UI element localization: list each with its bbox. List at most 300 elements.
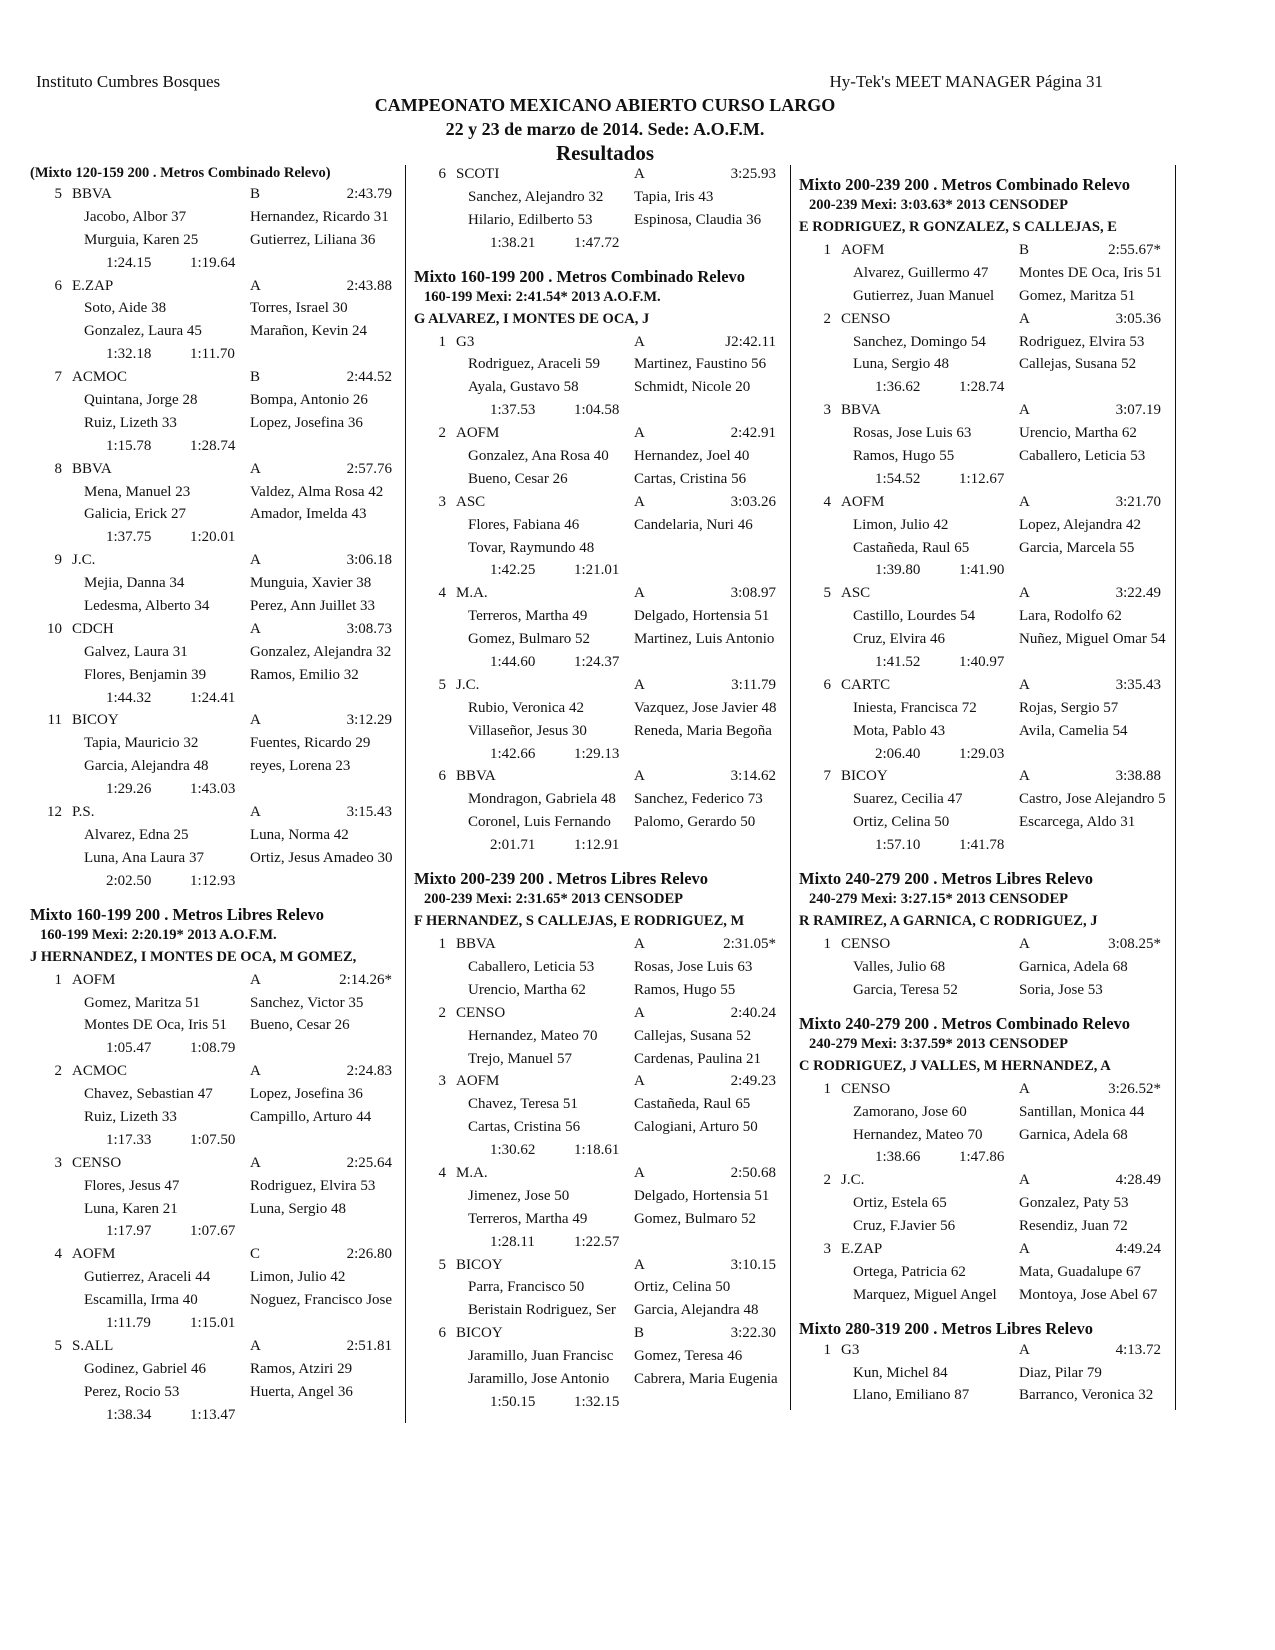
record-holders: J HERNANDEZ, I MONTES DE OCA, M GOMEZ, [30,948,357,965]
swimmer-name: Sanchez, Alejandro 32 [468,188,604,205]
section-title: Resultados [555,141,655,165]
swimmer-name: Ortiz, Celina 50 [634,1279,731,1296]
column-divider [405,165,406,1423]
swimmers-row [799,1215,1174,1238]
swimmer-name: Bueno, Cesar 26 [250,1017,350,1034]
swimmer-name: Munguia, Xavier 38 [250,575,372,592]
record-holders: G ALVAREZ, I MONTES DE OCA, J [414,310,650,327]
place: 2 [54,1063,62,1080]
swimmer-name: Galicia, Erick 27 [84,506,187,523]
result-row [30,1243,405,1266]
team-name: BBVA [841,402,881,419]
swimmer-name: Gutierrez, Araceli 44 [84,1269,211,1286]
swimmer-name: Iniesta, Francisca 72 [853,699,977,716]
swimmers-row [30,206,405,229]
split-time: 1:30.62 [490,1142,536,1159]
swimmers-row [30,824,405,847]
relay-letter: A [634,493,645,510]
swimmers-row [799,1124,1174,1147]
swimmer-name: Gonzalez, Alejandra 32 [250,643,392,660]
splits-row [414,559,789,582]
result-row [30,1335,405,1358]
record-holders: E RODRIGUEZ, R GONZALEZ, S CALLEJAS, E [799,219,1117,235]
splits-row [799,743,1174,766]
swimmer-name: Diaz, Pilar 79 [1019,1364,1102,1381]
swimmers-row [414,979,789,1002]
result-row [30,458,405,481]
meet-subtitle: 22 y 23 de marzo de 2014. Sede: A.O.F.M. [445,119,765,139]
swimmers-row [799,628,1174,651]
place: 5 [823,585,831,602]
place: 6 [438,166,446,182]
final-time: 3:25.93 [730,166,776,182]
swimmer-name: Ruiz, Lizeth 33 [84,414,177,431]
swimmers-row [799,445,1174,468]
swimmer-name: Garcia, Alejandra 48 [634,1302,759,1319]
final-time: 3:08.25* [1108,936,1161,953]
swimmers-row [30,412,405,435]
team-name: M.A. [456,585,488,602]
team-name: P.S. [72,804,95,821]
split-time: 1:38.66 [875,1149,921,1166]
relay-letter: A [634,585,645,602]
swimmer-name: Ayala, Gustavo 58 [468,379,579,396]
swimmers-row [30,389,405,412]
result-row [414,163,789,186]
place: 5 [438,676,446,693]
result-row [799,674,1174,697]
swimmer-name: Flores, Benjamin 39 [84,666,207,683]
swimmer-name: Lopez, Josefina 36 [250,1086,363,1103]
split-time: 1:38.21 [490,234,536,251]
split-time: 1:11.70 [190,346,235,363]
record-holders: F HERNANDEZ, S CALLEJAS, E RODRIGUEZ, M [414,913,745,930]
swimmer-name: Montes DE Oca, Iris 51 [1019,264,1162,281]
swimmer-name: Espinosa, Claudia 36 [634,211,762,228]
relay-letter: A [634,768,645,785]
split-time: 1:04.58 [574,402,620,419]
relay-letter: A [1019,936,1030,953]
swimmer-name: Bueno, Cesar 26 [468,470,568,487]
result-row [30,1060,405,1083]
swimmer-name: Kun, Michel 84 [853,1364,948,1381]
final-time: 2:43.88 [346,277,392,294]
relay-letter: A [1019,493,1030,510]
final-time: 3:22.49 [1115,585,1161,602]
split-time: 1:15.78 [106,437,152,454]
swimmer-name: Cartas, Cristina 56 [468,1119,581,1136]
swimmer-name: Bompa, Antonio 26 [250,392,368,409]
final-time: 3:11.79 [731,676,776,693]
place: 2 [438,1004,446,1021]
swimmer-name: Sanchez, Victor 35 [250,994,364,1011]
relay-letter: A [634,1073,645,1090]
result-row [414,1162,789,1185]
split-time: 1:47.72 [574,234,620,251]
swimmer-name: Santillan, Monica 44 [1019,1103,1145,1120]
split-time: 1:20.01 [190,529,236,546]
swimmers-row [799,788,1174,811]
final-time: 3:38.88 [1115,768,1161,785]
swimmers-row [30,1175,405,1198]
swimmer-name: Montoya, Jose Abel 67 [1019,1286,1158,1303]
split-time: 1:12.93 [190,872,236,889]
swimmers-row [799,422,1174,445]
swimmer-name: Valles, Julio 68 [853,958,946,975]
team-name: CENSO [456,1004,506,1021]
swimmer-name: Escarcega, Aldo 31 [1019,814,1136,831]
swimmers-row [799,956,1174,979]
swimmer-name: Amador, Imelda 43 [250,506,367,523]
result-row [799,308,1174,331]
result-row [414,422,789,445]
relay-letter: A [250,620,261,637]
result-row [799,399,1174,422]
result-row [799,1339,1174,1362]
swimmers-row [30,1083,405,1106]
relay-letter: A [634,1256,645,1273]
swimmer-name: Garnica, Adela 68 [1019,958,1128,975]
final-time: 2:24.83 [346,1063,392,1080]
swimmers-row [30,992,405,1015]
swimmer-name: Cruz, F.Javier 56 [853,1218,956,1235]
swimmers-row [30,1266,405,1289]
swimmers-row [799,514,1174,537]
swimmers-row [799,1192,1174,1215]
swimmers-row [30,503,405,526]
final-time: 3:14.62 [730,768,776,785]
split-time: 1:39.80 [875,562,921,579]
swimmer-name: Hernandez, Mateo 70 [853,1126,983,1143]
place: 1 [54,971,62,988]
swimmer-name: Galvez, Laura 31 [84,643,188,660]
split-time: 2:01.71 [490,837,536,854]
split-time: 1:24.15 [106,254,152,271]
swimmers-row [414,209,789,232]
final-time: 3:03.26 [730,493,776,510]
team-name: S.ALL [72,1337,114,1354]
result-row [799,239,1174,262]
splits-row [30,526,405,549]
swimmers-row [414,1093,789,1116]
swimmer-name: Palomo, Gerardo 50 [634,814,756,831]
swimmers-row [414,353,789,376]
result-row [414,1254,789,1277]
swimmer-name: Jacobo, Albor 37 [84,208,187,225]
swimmers-row [30,1358,405,1381]
relay-letter: A [250,804,261,821]
relay-letter: C [250,1246,261,1263]
relay-letter: A [1019,1172,1030,1189]
swimmer-name: Rojas, Sergio 57 [1019,699,1119,716]
swimmer-name: Urencio, Martha 62 [468,981,586,998]
swimmer-name: Rodriguez, Elvira 53 [1019,333,1145,350]
swimmer-name: Gomez, Teresa 46 [634,1348,743,1365]
swimmer-name: Zamorano, Jose 60 [853,1103,967,1120]
swimmer-name: Coronel, Luis Fernando [468,814,611,831]
swimmer-name: Marquez, Miguel Angel [853,1286,997,1303]
swimmer-name: Marañon, Kevin 24 [250,323,368,340]
event-title: Mixto 160-199 200 . Metros Combinado Relevo [414,266,746,286]
result-row [30,183,405,206]
final-time: 3:15.43 [346,804,392,821]
final-time: 4:13.72 [1115,1341,1161,1358]
split-time: 2:02.50 [106,872,152,889]
swimmer-name: Perez, Ann Juillet 33 [250,598,375,615]
splits-row [414,1231,789,1254]
place: 1 [823,1341,831,1358]
swimmer-name: Mota, Pablo 43 [853,722,946,739]
swimmer-name: Jimenez, Jose 50 [468,1187,570,1204]
swimmer-name: Delgado, Hortensia 51 [634,1187,770,1204]
relay-letter: A [634,425,645,442]
swimmer-name: Rubio, Veronica 42 [468,699,584,716]
split-time: 1:13.47 [190,1406,236,1423]
swimmers-row [799,1384,1174,1407]
swimmer-name: Ruiz, Lizeth 33 [84,1108,177,1125]
place: 3 [438,1073,446,1090]
team-name: CENSO [72,1154,122,1171]
team-name: BICOY [456,1325,503,1342]
split-time: 1:50.15 [490,1393,536,1410]
swimmers-row [414,537,789,560]
split-time: 1:05.47 [106,1040,152,1057]
splits-row [414,1391,789,1414]
event-record: 240-279 Mexi: 3:37.59* 2013 CENSODEP [809,1035,1068,1052]
organization-name: Instituto Cumbres Bosques [36,72,221,91]
swimmer-name: Tovar, Raymundo 48 [468,539,595,556]
results-column-2 [414,163,789,1414]
relay-letter: A [634,676,645,693]
swimmer-name: Caballero, Leticia 53 [1019,448,1146,465]
swimmer-name: Rosas, Jose Luis 63 [853,425,972,442]
result-row [414,491,789,514]
swimmer-name: Avila, Camelia 54 [1019,722,1128,739]
swimmer-name: Gonzalez, Paty 53 [1019,1195,1129,1212]
result-row [414,933,789,956]
swimmer-name: Ramos, Emilio 32 [250,666,359,683]
split-time: 1:24.37 [574,654,620,671]
place: 12 [47,804,62,821]
splits-row [799,834,1174,857]
swimmer-name: Luna, Sergio 48 [250,1200,346,1217]
swimmers-row [414,605,789,628]
swimmer-name: Cabrera, Maria Eugenia [634,1370,778,1387]
split-time: 1:28.74 [959,379,1005,396]
swimmer-name: Ramos, Hugo 55 [634,981,736,998]
result-row [30,1152,405,1175]
swimmers-row [30,847,405,870]
event-title: Mixto 240-279 200 . Metros Libres Relevo [799,869,1094,889]
team-name: J.C. [841,1172,865,1189]
relay-letter: B [250,186,261,202]
swimmer-name: Hilario, Edilberto 53 [468,211,593,228]
swimmers-row [799,1101,1174,1124]
final-time: 2:31.05* [723,936,776,953]
swimmer-name: Resendiz, Juan 72 [1019,1218,1128,1235]
swimmers-row [414,1345,789,1368]
team-name: AOFM [72,971,116,988]
splits-row [799,559,1174,582]
team-name: SCOTI [456,166,500,182]
split-time: 1:40.97 [959,654,1005,671]
team-name: CENSO [841,936,891,953]
swimmer-name: Soto, Aide 38 [84,300,167,317]
team-name: M.A. [456,1164,488,1181]
event-title: Mixto 200-239 200 . Metros Combinado Relevo [799,175,1131,194]
swimmer-name: Reneda, Maria Begoña [634,722,772,739]
swimmers-row [799,537,1174,560]
swimmers-row [30,1289,405,1312]
swimmer-name: Terreros, Martha 49 [468,1210,588,1227]
swimmers-row [30,1106,405,1129]
swimmer-name: Ortiz, Celina 50 [853,814,950,831]
splits-row [30,1220,405,1243]
swimmer-name: Alvarez, Guillermo 47 [853,264,989,281]
swimmer-name: Sanchez, Federico 73 [634,791,763,808]
splits-row [799,1146,1174,1169]
result-row [414,1070,789,1093]
place: 3 [54,1154,62,1171]
split-time: 1:32.18 [106,346,152,363]
result-row [414,765,789,788]
team-name: AOFM [841,493,885,510]
swimmers-row [30,1381,405,1404]
team-name: ASC [841,585,871,602]
swimmer-name: Chavez, Teresa 51 [468,1096,578,1113]
result-row [414,582,789,605]
swimmer-name: Callejas, Susana 52 [1019,356,1137,373]
swimmers-row [30,732,405,755]
swimmer-name: Alvarez, Edna 25 [84,826,189,843]
split-time: 1:37.75 [106,529,152,546]
split-time: 2:06.40 [875,745,921,762]
final-time: 2:49.23 [730,1073,776,1090]
split-time: 1:47.86 [959,1149,1005,1166]
split-time: 1:28.74 [190,437,236,454]
swimmers-row [30,1198,405,1221]
final-time: 3:08.97 [730,585,776,602]
swimmer-name: Barranco, Veronica 32 [1019,1387,1154,1404]
swimmers-row [414,1025,789,1048]
team-name: BBVA [456,936,496,953]
final-time: 2:25.64 [346,1154,392,1171]
swimmers-row [30,755,405,778]
final-time: 3:08.73 [346,620,392,637]
swimmers-row [414,514,789,537]
place: 6 [438,1325,446,1342]
swimmer-name: Luna, Sergio 48 [853,356,949,373]
final-time: 3:07.19 [1115,402,1161,419]
swimmer-name: Gomez, Maritza 51 [1019,287,1136,304]
place: 9 [54,552,62,569]
final-time: 3:22.30 [730,1325,776,1342]
place: 1 [438,936,446,953]
swimmers-row [414,697,789,720]
relay-letter: A [1019,676,1030,693]
splits-row [414,399,789,422]
swimmer-name: Luna, Karen 21 [84,1200,178,1217]
final-time: 4:49.24 [1115,1240,1161,1257]
swimmer-name: Caballero, Leticia 53 [468,958,595,975]
split-time: 1:07.50 [190,1131,236,1148]
splits-row [799,468,1174,491]
split-time: 1:29.03 [959,745,1005,762]
swimmers-row [799,979,1174,1002]
place: 6 [438,768,446,785]
swimmer-name: Cartas, Cristina 56 [634,470,747,487]
event-title: (Mixto 120-159 200 . Metros Combinado Relevo) [30,165,331,181]
team-name: BICOY [72,712,119,729]
swimmer-name: Flores, Fabiana 46 [468,516,580,533]
relay-letter: A [1019,768,1030,785]
relay-letter: A [1019,1080,1030,1097]
swimmer-name: Garnica, Adela 68 [1019,1126,1128,1143]
swimmers-row [30,297,405,320]
split-time: 1:19.64 [190,254,236,271]
split-time: 1:28.11 [490,1233,535,1250]
event-record: 160-199 Mexi: 2:41.54* 2013 A.O.F.M. [424,288,661,305]
swimmer-name: Huerta, Angel 36 [250,1383,353,1400]
swimmers-row [799,353,1174,376]
swimmer-name: Martinez, Luis Antonio [634,631,775,648]
relay-letter: A [1019,585,1030,602]
splits-row [799,376,1174,399]
swimmer-name: Lopez, Alejandra 42 [1019,516,1142,533]
relay-letter: A [634,166,645,182]
swimmer-name: Hernandez, Ricardo 31 [250,208,389,225]
team-name: BICOY [456,1256,503,1273]
swimmer-name: Delgado, Hortensia 51 [634,608,770,625]
swimmer-name: Ramos, Hugo 55 [853,448,955,465]
event-title: Mixto 200-239 200 . Metros Libres Relevo [414,869,709,889]
result-row [30,969,405,992]
relay-letter: A [634,1004,645,1021]
swimmers-row [414,1185,789,1208]
swimmers-row [414,468,789,491]
swimmer-name: Villaseñor, Jesus 30 [468,722,587,739]
final-time: 2:44.52 [346,369,392,386]
place: 3 [823,402,831,419]
final-time: 3:35.43 [1115,676,1161,693]
split-time: 1:57.10 [875,837,921,854]
swimmer-name: Castro, Jose Alejandro 5 [1019,791,1166,808]
split-time: 1:54.52 [875,470,921,487]
place: 2 [438,425,446,442]
swimmers-row [799,1261,1174,1284]
swimmer-name: Tapia, Iris 43 [634,188,714,205]
result-row [30,801,405,824]
final-time: 3:21.70 [1115,493,1161,510]
relay-letter: A [634,936,645,953]
place: 4 [54,1246,62,1263]
swimmer-name: Cruz, Elvira 46 [853,631,946,648]
relay-letter: B [1019,242,1030,258]
swimmers-row [414,1299,789,1322]
swimmer-name: Vazquez, Jose Javier 48 [634,699,777,716]
result-row [30,549,405,572]
relay-letter: A [1019,1341,1030,1358]
place: 10 [47,620,62,637]
splits-row [30,252,405,275]
split-time: 1:36.62 [875,379,921,396]
swimmer-name: Suarez, Cecilia 47 [853,791,963,808]
relay-letter: A [250,1154,261,1171]
swimmers-row [414,1276,789,1299]
swimmer-name: Hernandez, Joel 40 [634,448,750,465]
swimmer-name: Ortiz, Jesus Amadeo 30 [250,849,393,866]
team-name: E.ZAP [841,1240,883,1257]
